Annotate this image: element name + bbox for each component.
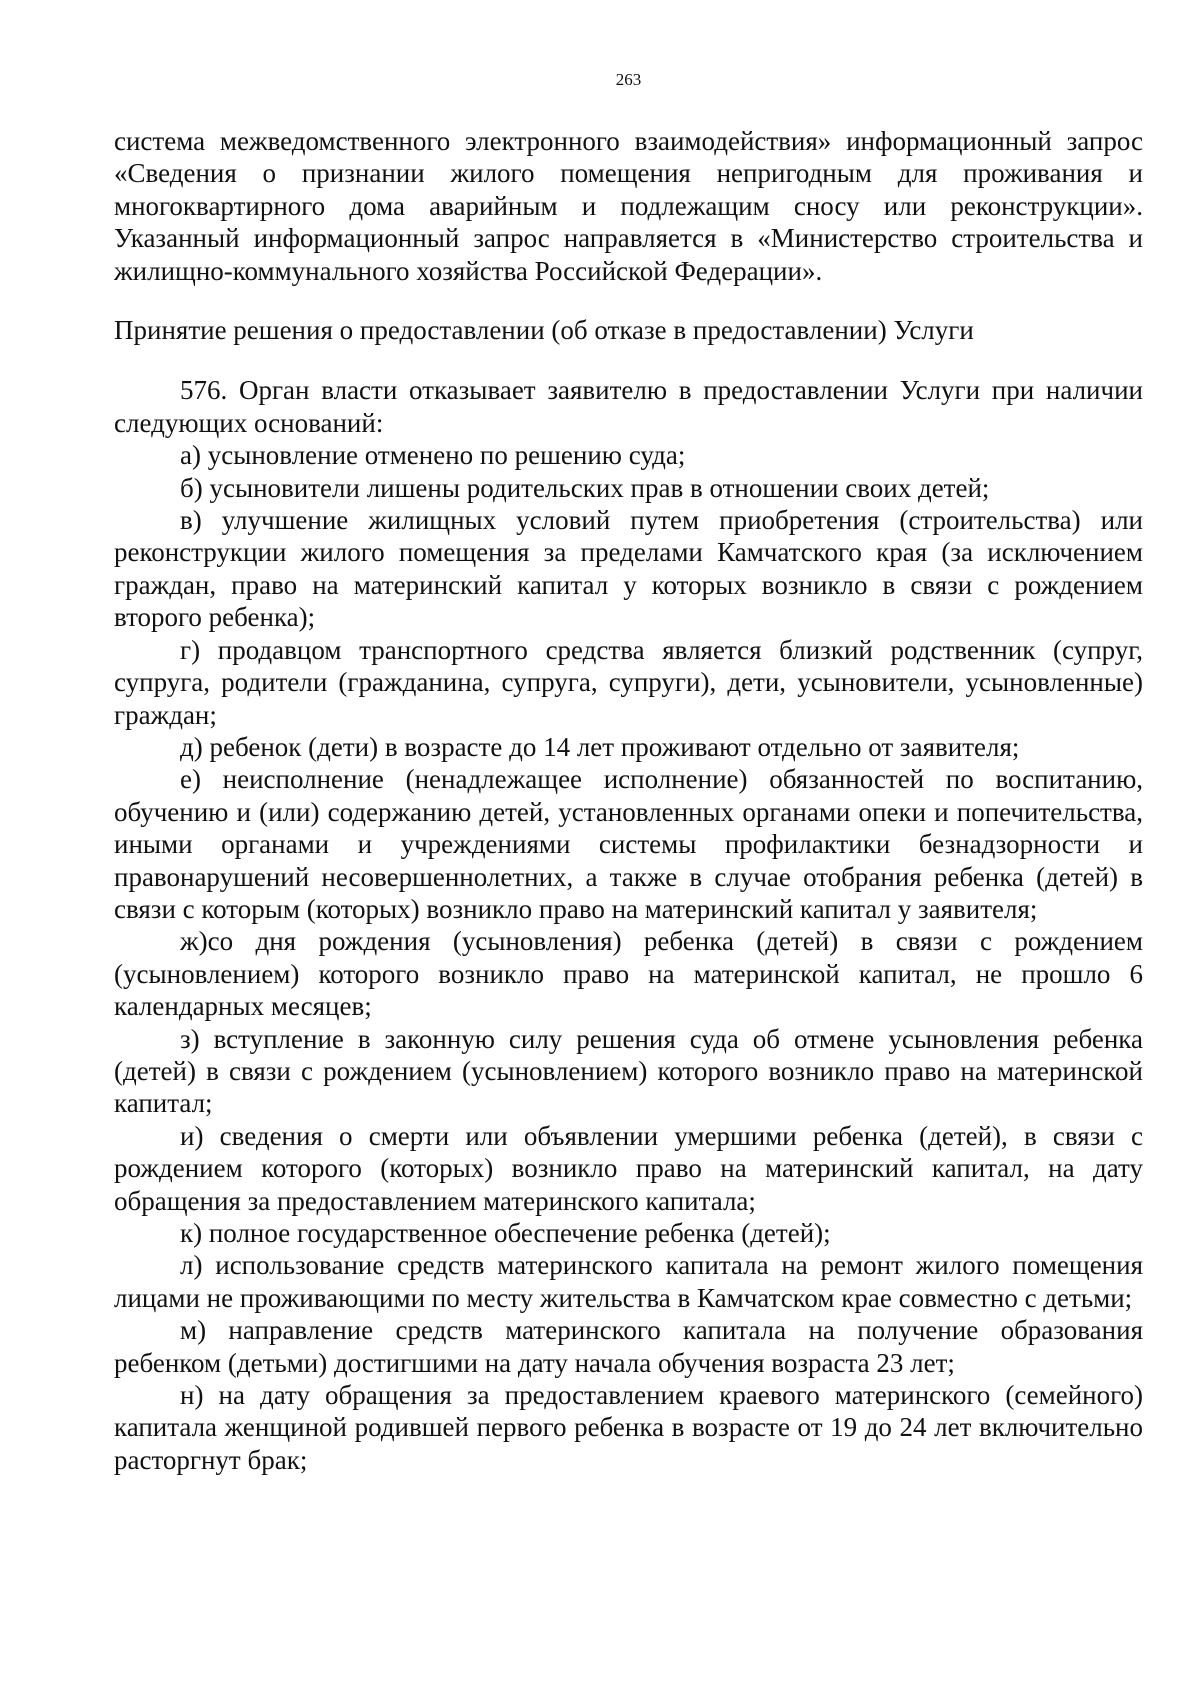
clause-576: 576. Орган власти отказывает заявителю в предоставлении Услуги при наличии следующих оснований:: [114, 375, 1143, 438]
list-item-g: г) продавцом транспортного средства является близкий родственник (супруг, супруга, родители (гражданина, супруга, супруги), дети, усыновители, усыновленные) граждан;: [114, 634, 1143, 730]
intro-paragraph: система межведомственного электронного взаимодействия» информационный запрос «Сведения о признании жилого помещения непригодным для проживания и многоквартирного дома аварийным и подлежащим сносу или реконструкции». Указанный информационный запрос направляется в «Министерство строительства и жилищно-коммунального хозяйства Российской Федерации».: [114, 126, 1143, 286]
list-item-zh: ж)со дня рождения (усыновления) ребенка (детей) в связи с рождением (усыновлением) которого возникло право на материнской капитал, не прошло 6 календарных месяцев;: [114, 926, 1143, 1022]
list-item-z: з) вступление в законную силу решения суда об отмене усыновления ребенка (детей) в связи с рождением (усыновлением) которого возникло право на материнской капитал;: [114, 1023, 1143, 1119]
list-item-m: м) направление средств материнского капитала на получение образования ребенком (детьми) достигшими на дату начала обучения возраста 23 лет;: [114, 1315, 1143, 1378]
list-item-v: в) улучшение жилищных условий путем приобретения (строительства) или реконструкции жилого помещения за пределами Камчатского края (за исключением граждан, право на материнский капитал у которых возникло в связи с рождением второго ребенка);: [114, 505, 1143, 633]
list-item-e: е) неисполнение (ненадлежащее исполнение) обязанностей по воспитанию, обучению и (или) содержанию детей, установленных органами опеки и попечительства, иными органами и учреждениями системы профилактики безнадзорности и правонарушений несовершеннолетних, а также в случае отобрания ребенка (детей) в связи с которым (которых) возникло право на материнский капитал у заявителя;: [114, 764, 1143, 924]
list-item-k: к) полное государственное обеспечение ребенка (детей);: [180, 1218, 831, 1248]
page-number: 263: [615, 70, 642, 89]
list-item-i: и) сведения о смерти или объявлении умершими ребенка (детей), в связи с рождением которого (которых) возникло право на материнский капитал, на дату обращения за предоставлением материнского капитала;: [114, 1120, 1143, 1216]
section-heading: Принятие решения о предоставлении (об отказе в предоставлении) Услуги: [114, 315, 974, 346]
list-item-a: а) усыновление отменено по решению суда;: [180, 440, 686, 471]
list-item-d: д) ребенок (дети) в возрасте до 14 лет проживают отдельно от заявителя;: [180, 731, 1020, 762]
list-item-b: б) усыновители лишены родительских прав в отношении своих детей;: [180, 472, 990, 503]
grounds-list: [114, 439, 1143, 1476]
list-item-n: н) на дату обращения за предоставлением краевого материнского (семейного) капитала женщиной родившей первого ребенка в возрасте от 19 до 24 лет включительно расторгнут брак;: [114, 1380, 1143, 1475]
list-item-l: л) использование средств материнского капитала на ремонт жилого помещения лицами не проживающими по месту жительства в Камчатском крае совместно с детьми;: [114, 1250, 1143, 1313]
